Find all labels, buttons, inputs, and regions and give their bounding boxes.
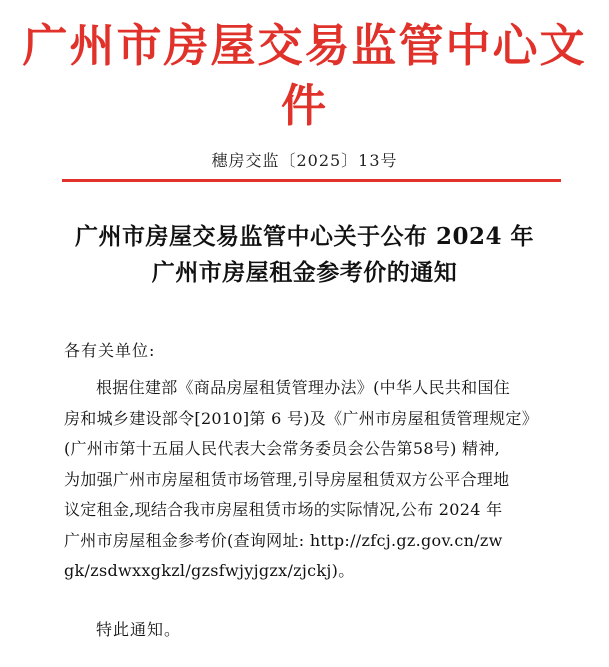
body-line: 为加强广州市房屋租赁市场管理,引导房屋租赁双方公平合理地 <box>64 469 510 489</box>
red-divider-line <box>62 179 561 182</box>
document-number: 穗房交监〔2025〕13号 <box>211 151 398 170</box>
closing-remark: 特此通知。 <box>96 620 182 639</box>
body-line: 根据住建部《商品房屋租赁管理办法》(中华人民共和国住 <box>96 378 511 397</box>
body-line: 房和城乡建设部令[2010]第 6 号)及《广州市房屋租赁管理规定》 <box>64 408 538 428</box>
body-line: (广州市第十五届人民代表大会常务委员会公告第58号) 精神, <box>64 439 501 458</box>
body-line: 议定租金,现结合我市房屋租赁市场的实际情况,公布 2024 年 <box>64 500 503 519</box>
issuing-organization-header: 广州市房屋交易监管中心文件 <box>22 19 587 132</box>
salutation: 各有关单位: <box>64 341 156 360</box>
body-paragraph <box>64 373 584 587</box>
title-line-2: 广州市房屋租金参考价的通知 <box>151 259 458 286</box>
body-line-with-url: 广州市房屋租金参考价(查询网址: http://zfcj.gz.gov.cn/zw <box>64 530 503 550</box>
title-line-1: 广州市房屋交易监管中心关于公布 2024 年 <box>74 223 535 250</box>
document-title <box>0 219 609 291</box>
body-line-with-url: gk/zsdwxxgkzl/gzsfwjyjgzx/zjckj)。 <box>64 561 355 580</box>
